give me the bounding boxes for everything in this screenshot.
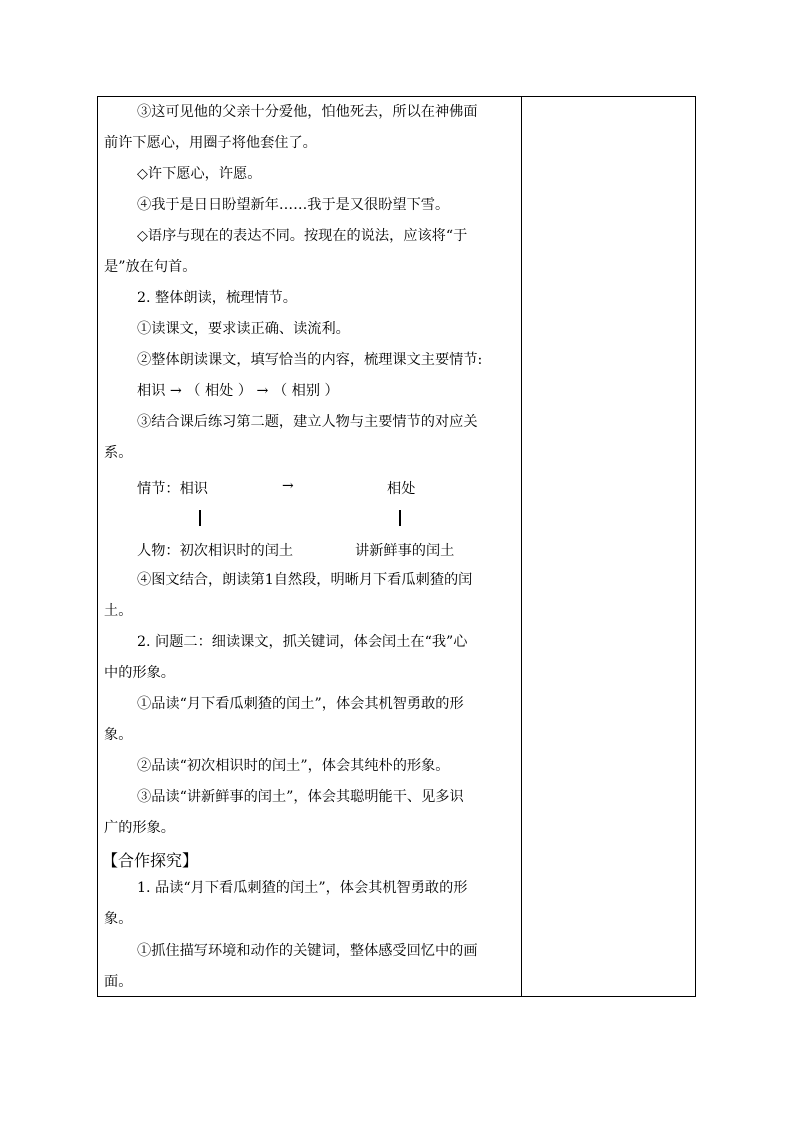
text-line: ①抓住描写环境和动作的关键词，整体感受回忆中的画 <box>137 943 478 959</box>
text-line: 中的形象。 <box>104 665 175 681</box>
diagram-plot-node: 相处 <box>387 481 416 497</box>
text-line: ③这可见他的父亲十分爱他，怕他死去，所以在神佛面 <box>137 104 478 120</box>
text-line: 面。 <box>104 974 133 990</box>
text-line: ◇语序与现在的表达不同。按现在的说法，应该将“于 <box>137 228 468 244</box>
text-line: 是”放在句首。 <box>104 259 197 275</box>
diagram-plot-label: 情节：相识 <box>137 481 208 497</box>
text-line: ②整体朗读课文，填写恰当的内容，梳理课文主要情节: <box>137 352 483 368</box>
plot-sequence: 相识 → （ 相处 ） → （ 相别 ） <box>137 383 339 399</box>
text-line: 土。 <box>104 603 133 619</box>
text-line: 2. 整体朗读，梳理情节。 <box>137 290 297 306</box>
text-line: ①品读“月下看瓜刺猹的闰土”，体会其机智勇敢的形 <box>137 696 464 712</box>
text-line: 2. 问题二：细读课文，抓关键词，体会闰土在“我”心 <box>137 634 468 650</box>
text-line: ③品读“讲新鲜事的闰土”，体会其聪明能干、见多识 <box>137 789 464 805</box>
diagram-person: 讲新鲜事的闰土 <box>355 543 455 559</box>
text-line: 广的形象。 <box>104 820 175 836</box>
text-line: 象。 <box>104 911 133 927</box>
text-line: 前许下愿心，用圈子将他套住了。 <box>104 135 317 151</box>
text-line: 1. 品读“月下看瓜刺猹的闰土”，体会其机智勇敢的形 <box>137 880 468 896</box>
diagram-connector <box>399 510 401 526</box>
text-line: ①读课文，要求读正确、读流利。 <box>137 321 350 337</box>
text-line: ④我于是日日盼望新年……我于是又很盼望下雪。 <box>137 197 450 213</box>
text-line: ④图文结合，朗读第1自然段，明晰月下看瓜刺猹的闰 <box>137 572 473 588</box>
text-line: ③结合课后练习第二题，建立人物与主要情节的对应关 <box>137 414 478 430</box>
text-line: ◇许下愿心，许愿。 <box>137 166 262 182</box>
section-heading: 【合作探究】 <box>102 851 199 870</box>
diagram-arrow: → <box>282 478 294 494</box>
diagram-connector <box>199 510 201 526</box>
text-line: 象。 <box>104 727 133 743</box>
column-divider <box>521 96 522 997</box>
diagram-people-label: 人物：初次相识时的闰土 <box>137 543 294 559</box>
text-line: 系。 <box>104 445 133 461</box>
text-line: ②品读“初次相识时的闰土”，体会其纯朴的形象。 <box>137 758 450 774</box>
